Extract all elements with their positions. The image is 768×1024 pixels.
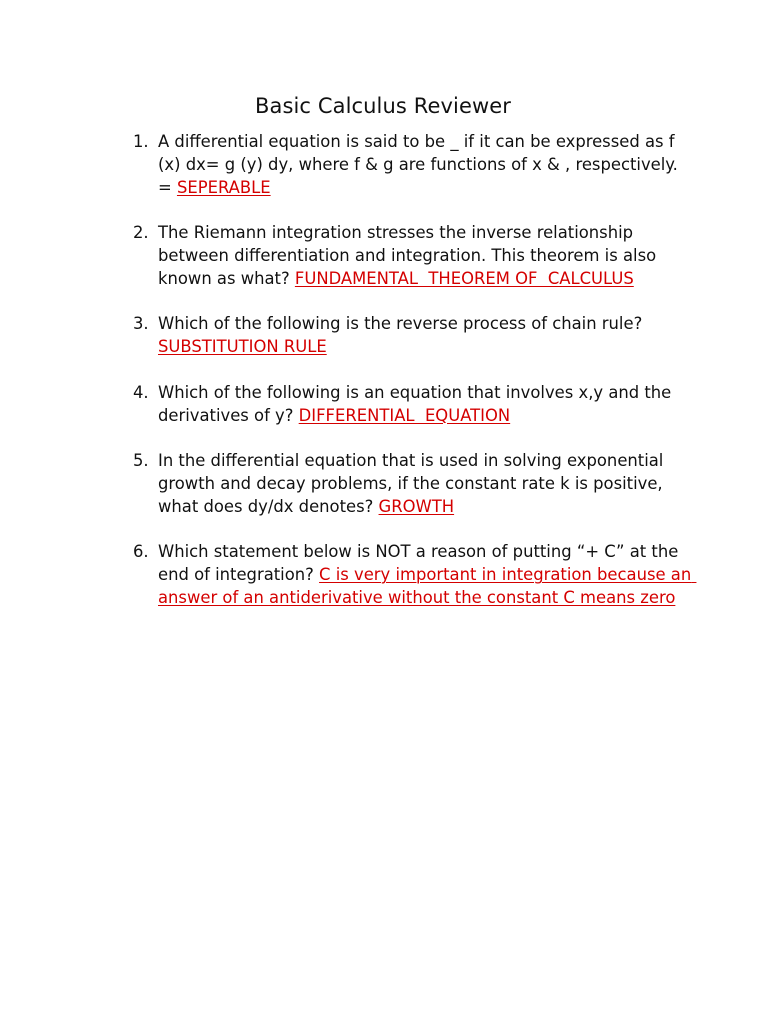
answer-text: DIFFERENTIAL EQUATION (298, 405, 511, 425)
page-title (0, 92, 768, 120)
question-text: In the differential equation that is used in solving exponential growth and decay problems, if the constant rate k is positive, what does dy/dx denotes? (158, 451, 664, 516)
question-number: 2. (133, 223, 149, 243)
question-list (133, 131, 697, 633)
question-text: Which of the following is the reverse process of chain rule? (158, 314, 643, 334)
question-text: A differential equation is said to be _ if it can be expressed as f (x) dx= g (y) dy, where f & g are functions of x & , respectively. = (158, 132, 678, 197)
question-number: 5. (133, 451, 149, 471)
question-text: The Riemann integration stresses the inverse relationship between differentiation and integration. This theorem is also known as what? (158, 223, 657, 288)
page-title-text: Basic Calculus Reviewer (254, 94, 512, 118)
answer-text: FUNDAMENTAL THEOREM OF CALCULUS (294, 268, 634, 288)
question-number: 6. (133, 542, 149, 562)
question-text: Which of the following is an equation that involves x,y and the derivatives of y? (158, 382, 672, 425)
question-item (133, 222, 693, 290)
question-item (133, 382, 693, 428)
answer-text: C is very important in integration because an answer of an antiderivative without the constant C means zero (158, 565, 697, 607)
answer-text: SUBSTITUTION RULE (158, 337, 327, 357)
answer-text: GROWTH (378, 496, 455, 516)
question-item (133, 541, 697, 609)
question-number: 1. (133, 132, 149, 151)
question-item (133, 450, 693, 518)
question-number: 4. (133, 382, 149, 402)
question-text: Which statement below is NOT a reason of putting “+ C” at the end of integration? (158, 542, 679, 585)
question-item (133, 313, 693, 359)
question-number: 3. (133, 314, 149, 334)
question-item (133, 131, 693, 199)
answer-text: SEPERABLE (176, 177, 271, 197)
